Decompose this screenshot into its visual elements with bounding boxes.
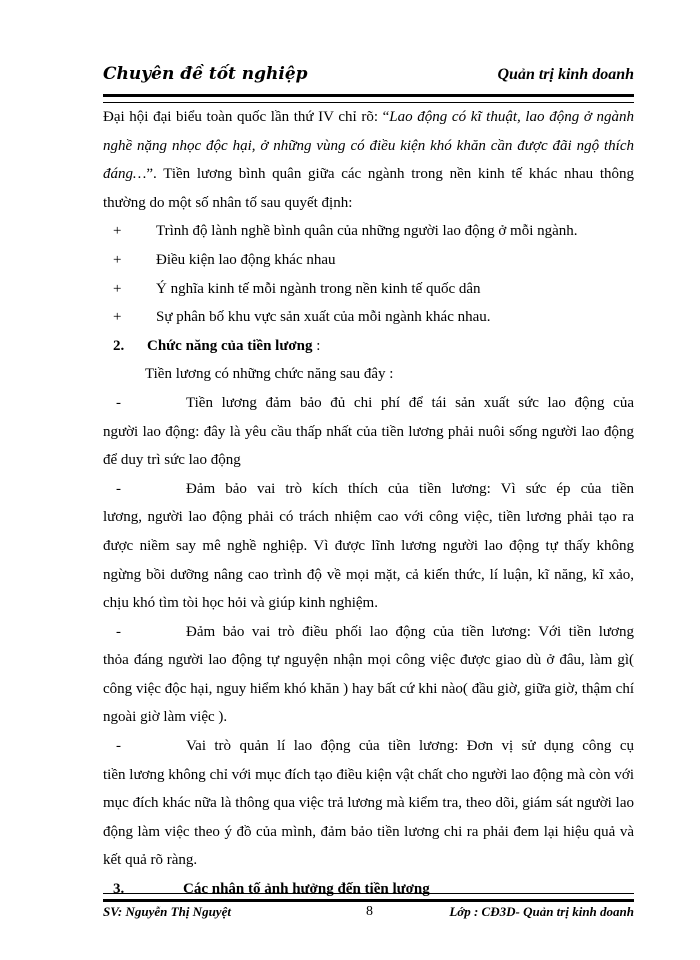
plus-list-item xyxy=(103,275,634,304)
paragraph-text: Đại hội đại biểu toàn quốc lần thứ IV chỉ rõ: “ xyxy=(103,109,390,125)
dash-item-text: tiền lương không chỉ với mục đích tạo điều kiện vật chất cho người lao động mà còn với mục đích khác nữa là thông qua việc trả lương mà kiểm tra, theo dõi, giám sát người lao động làm việc theo ý đồ của mình, đảm bảo tiền lương chi ra phải đem lại hiệu quả và kết quả rõ ràng. xyxy=(103,766,634,869)
plus-marker: + xyxy=(113,223,122,240)
section-heading-2 xyxy=(103,332,634,361)
plus-item-text: Điều kiện lao động khác nhau xyxy=(156,251,336,268)
plus-item-text: Sự phân bố khu vực sản xuất của mỗi ngành khác nhau. xyxy=(156,309,491,326)
header-right-title: Quản trị kinh doanh xyxy=(497,66,634,83)
page-header xyxy=(103,64,634,92)
section-colon: : xyxy=(312,337,321,354)
dash-list-item xyxy=(103,475,634,618)
dash-marker: - xyxy=(116,623,121,640)
dash-list-item xyxy=(103,618,634,732)
plus-marker: + xyxy=(113,251,122,268)
plus-marker: + xyxy=(113,280,122,297)
plus-list-item xyxy=(103,246,634,275)
dash-item-text: thỏa đáng người lao động tự nguyện nhận mọi công việc được giao dù ở đâu, làm gì( công việc độc hại, nguy hiểm khó khăn ) hay bất cứ khi nào( đầu giờ, giữa giờ, thậm chí ngoài giờ làm việc ). xyxy=(103,652,634,726)
plus-item-text: Ý nghĩa kinh tế mỗi ngành trong nền kinh tế quốc dân xyxy=(156,280,481,297)
plus-list-item xyxy=(103,303,634,332)
footer-rule xyxy=(103,893,634,902)
dash-item-text: người lao động: đây là yêu cầu thấp nhất của tiền lương phải nuôi sống người lao động để duy trì sức lao động xyxy=(103,423,634,469)
section-title: Chức năng của tiền lương xyxy=(147,337,313,354)
page-content xyxy=(103,103,634,904)
plus-item-text: Trình độ lành nghề bình quân của những người lao động ở mỗi ngành. xyxy=(156,223,578,240)
dash-item-first-line xyxy=(103,732,634,761)
dash-marker: - xyxy=(116,394,121,411)
paragraph-intro xyxy=(103,103,634,217)
header-left-title: Chuyên đề tốt nghiệp xyxy=(103,64,308,84)
section-number: 3. xyxy=(113,881,125,898)
dash-item-first-line xyxy=(103,389,634,418)
section-title: Các nhân tố ảnh hưởng đến tiền lương xyxy=(183,881,430,898)
dash-list-item xyxy=(103,389,634,475)
page-number: 8 xyxy=(366,904,373,919)
plus-marker: + xyxy=(113,309,122,326)
dash-item-text: lương, người lao động phải có trách nhiệm cao với công việc, tiền lương phải tạo ra được niềm say mê nghề nghiệp. Vì được lĩnh lương người lao động tự thấy không ngừng bồi dưỡng nâng cao trình độ về mọi mặt, cả kiến thức, lí luận, kĩ năng, kĩ xảo, chịu khó tìm tòi học hỏi và giúp kinh nghiệm. xyxy=(103,509,634,612)
footer-class: Lớp : CĐ3D- Quản trị kinh doanh xyxy=(449,904,634,919)
paragraph-text: ”. Tiền lương bình quân giữa các ngành trong nền kinh tế khác nhau thông thường do một số nhân tố sau quyết định: xyxy=(103,166,634,211)
page-footer xyxy=(103,904,634,928)
dash-item-lead: Tiền lương đảm bảo đủ chi phí để tái sản xuất sức lao động của xyxy=(186,394,634,411)
dash-marker: - xyxy=(116,738,121,755)
paragraph-quote: Lao động có kĩ thuật, lao động ở ngành nghề nặng nhọc độc hại, ở những vùng có điều kiện khó khăn cần được đãi ngộ thích đáng… xyxy=(103,109,634,183)
section-number: 2. xyxy=(113,337,125,354)
dash-item-first-line xyxy=(103,618,634,647)
footer-author: SV: Nguyễn Thị Nguyệt xyxy=(103,904,231,919)
section-intro: Tiền lương có những chức năng sau đây : xyxy=(145,366,394,383)
header-rule xyxy=(103,94,634,103)
dash-item-lead: Đảm bảo vai trò kích thích của tiền lương: Vì sức ép của tiền xyxy=(186,480,634,497)
dash-marker: - xyxy=(116,480,121,497)
dash-item-lead: Vai trò quản lí lao động của tiền lương: Đơn vị sử dụng công cụ xyxy=(186,738,634,755)
dash-list-item xyxy=(103,732,634,875)
plus-list-item xyxy=(103,217,634,246)
dash-item-first-line xyxy=(103,475,634,504)
dash-item-lead: Đảm bảo vai trò điều phối lao động của tiền lương: Với tiền lương xyxy=(186,623,634,640)
